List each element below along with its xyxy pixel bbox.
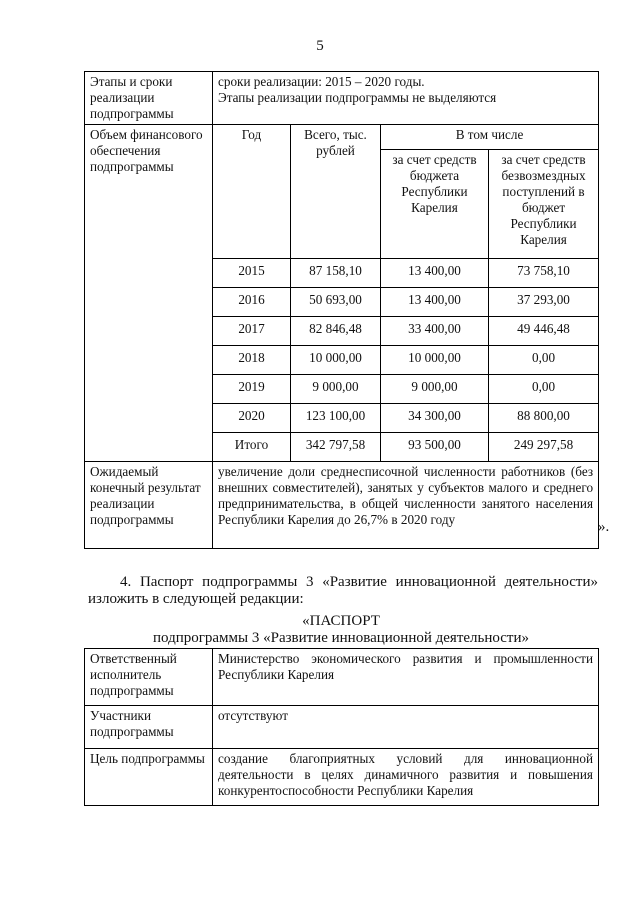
amendment-paragraph	[88, 574, 598, 608]
passport-row-text: отсутствуют	[213, 706, 599, 749]
gratuitous-cell: 37 293,00	[489, 288, 599, 317]
total-cell: 9 000,00	[291, 375, 381, 404]
passport-row-label: Ответственный исполнитель подпрограммы	[85, 649, 213, 706]
total-cell: 123 100,00	[291, 404, 381, 433]
passport-row-label: Цель подпрограммы	[85, 749, 213, 806]
stages-term: сроки реализации: 2015 – 2020 годы.	[218, 74, 425, 89]
total-cell: 87 158,10	[291, 259, 381, 288]
col-including-header: В том числе	[381, 125, 599, 150]
passport-row-label: Участники подпрограммы	[85, 706, 213, 749]
gratuitous-cell: 249 297,58	[489, 433, 599, 462]
budget-cell: 93 500,00	[381, 433, 489, 462]
budget-cell: 34 300,00	[381, 404, 489, 433]
gratuitous-cell: 49 446,48	[489, 317, 599, 346]
budget-cell: 9 000,00	[381, 375, 489, 404]
year-cell: 2017	[213, 317, 291, 346]
passport-row-text: создание благоприятных условий для инновационной деятельности в целях динамичного развития и повышения конкурентоспособности Республики Карелия	[213, 749, 599, 806]
page-number: 5	[316, 38, 324, 54]
finance-header-row	[85, 125, 599, 150]
budget-cell: 13 400,00	[381, 259, 489, 288]
total-cell: 82 846,48	[291, 317, 381, 346]
result-text: увеличение доли среднесписочной численности работников (без внешних совместителей), занятых у субъектов малого и среднего предпринимательства, в общей численности занятого населения Республики Карелия до 26,7% в 2020 году	[213, 462, 599, 549]
passport-title: «ПАСПОРТ	[302, 613, 380, 629]
budget-cell: 13 400,00	[381, 288, 489, 317]
passport-row	[85, 706, 599, 749]
year-cell: 2020	[213, 404, 291, 433]
total-cell: 50 693,00	[291, 288, 381, 317]
total-cell: 10 000,00	[291, 346, 381, 375]
stages-note: Этапы реализации подпрограммы не выделяются	[218, 90, 497, 105]
year-cell: 2015	[213, 259, 291, 288]
result-row	[85, 462, 599, 549]
year-cell: Итого	[213, 433, 291, 462]
year-cell: 2016	[213, 288, 291, 317]
gratuitous-cell: 0,00	[489, 375, 599, 404]
gratuitous-cell: 0,00	[489, 346, 599, 375]
stages-cell	[213, 72, 599, 125]
gratuitous-cell: 88 800,00	[489, 404, 599, 433]
result-label: Ожидаемый конечный результат реализации подпрограммы	[85, 462, 213, 549]
budget-cell: 10 000,00	[381, 346, 489, 375]
year-cell: 2018	[213, 346, 291, 375]
closing-quote: ».	[598, 519, 610, 535]
gratuitous-cell: 73 758,10	[489, 259, 599, 288]
passport-row-text: Министерство экономического развития и промышленности Республики Карелия	[213, 649, 599, 706]
col-total-header: Всего, тыс. рублей	[291, 125, 381, 259]
col-gratuitous-header: за счет средств безвозмездных поступлений в бюджет Республики Карелия	[489, 150, 599, 259]
subprogram-passport-table	[84, 71, 599, 549]
col-year-header: Год	[213, 125, 291, 259]
stages-row	[85, 72, 599, 125]
passport-row	[85, 749, 599, 806]
finance-label: Объем финансового обеспечения подпрограммы	[85, 125, 213, 462]
col-budget-header: за счет средств бюджета Республики Карелия	[381, 150, 489, 259]
amendment-text: 4. Паспорт подпрограммы 3 «Развитие инновационной деятельности» изложить в следующей редакции:	[88, 574, 598, 607]
year-cell: 2019	[213, 375, 291, 404]
passport-row	[85, 649, 599, 706]
passport-subtitle: подпрограммы 3 «Развитие инновационной деятельности»	[152, 630, 530, 646]
stages-label: Этапы и сроки реализации подпрограммы	[85, 72, 213, 125]
budget-cell: 33 400,00	[381, 317, 489, 346]
innovation-passport-table	[84, 648, 599, 806]
total-cell: 342 797,58	[291, 433, 381, 462]
